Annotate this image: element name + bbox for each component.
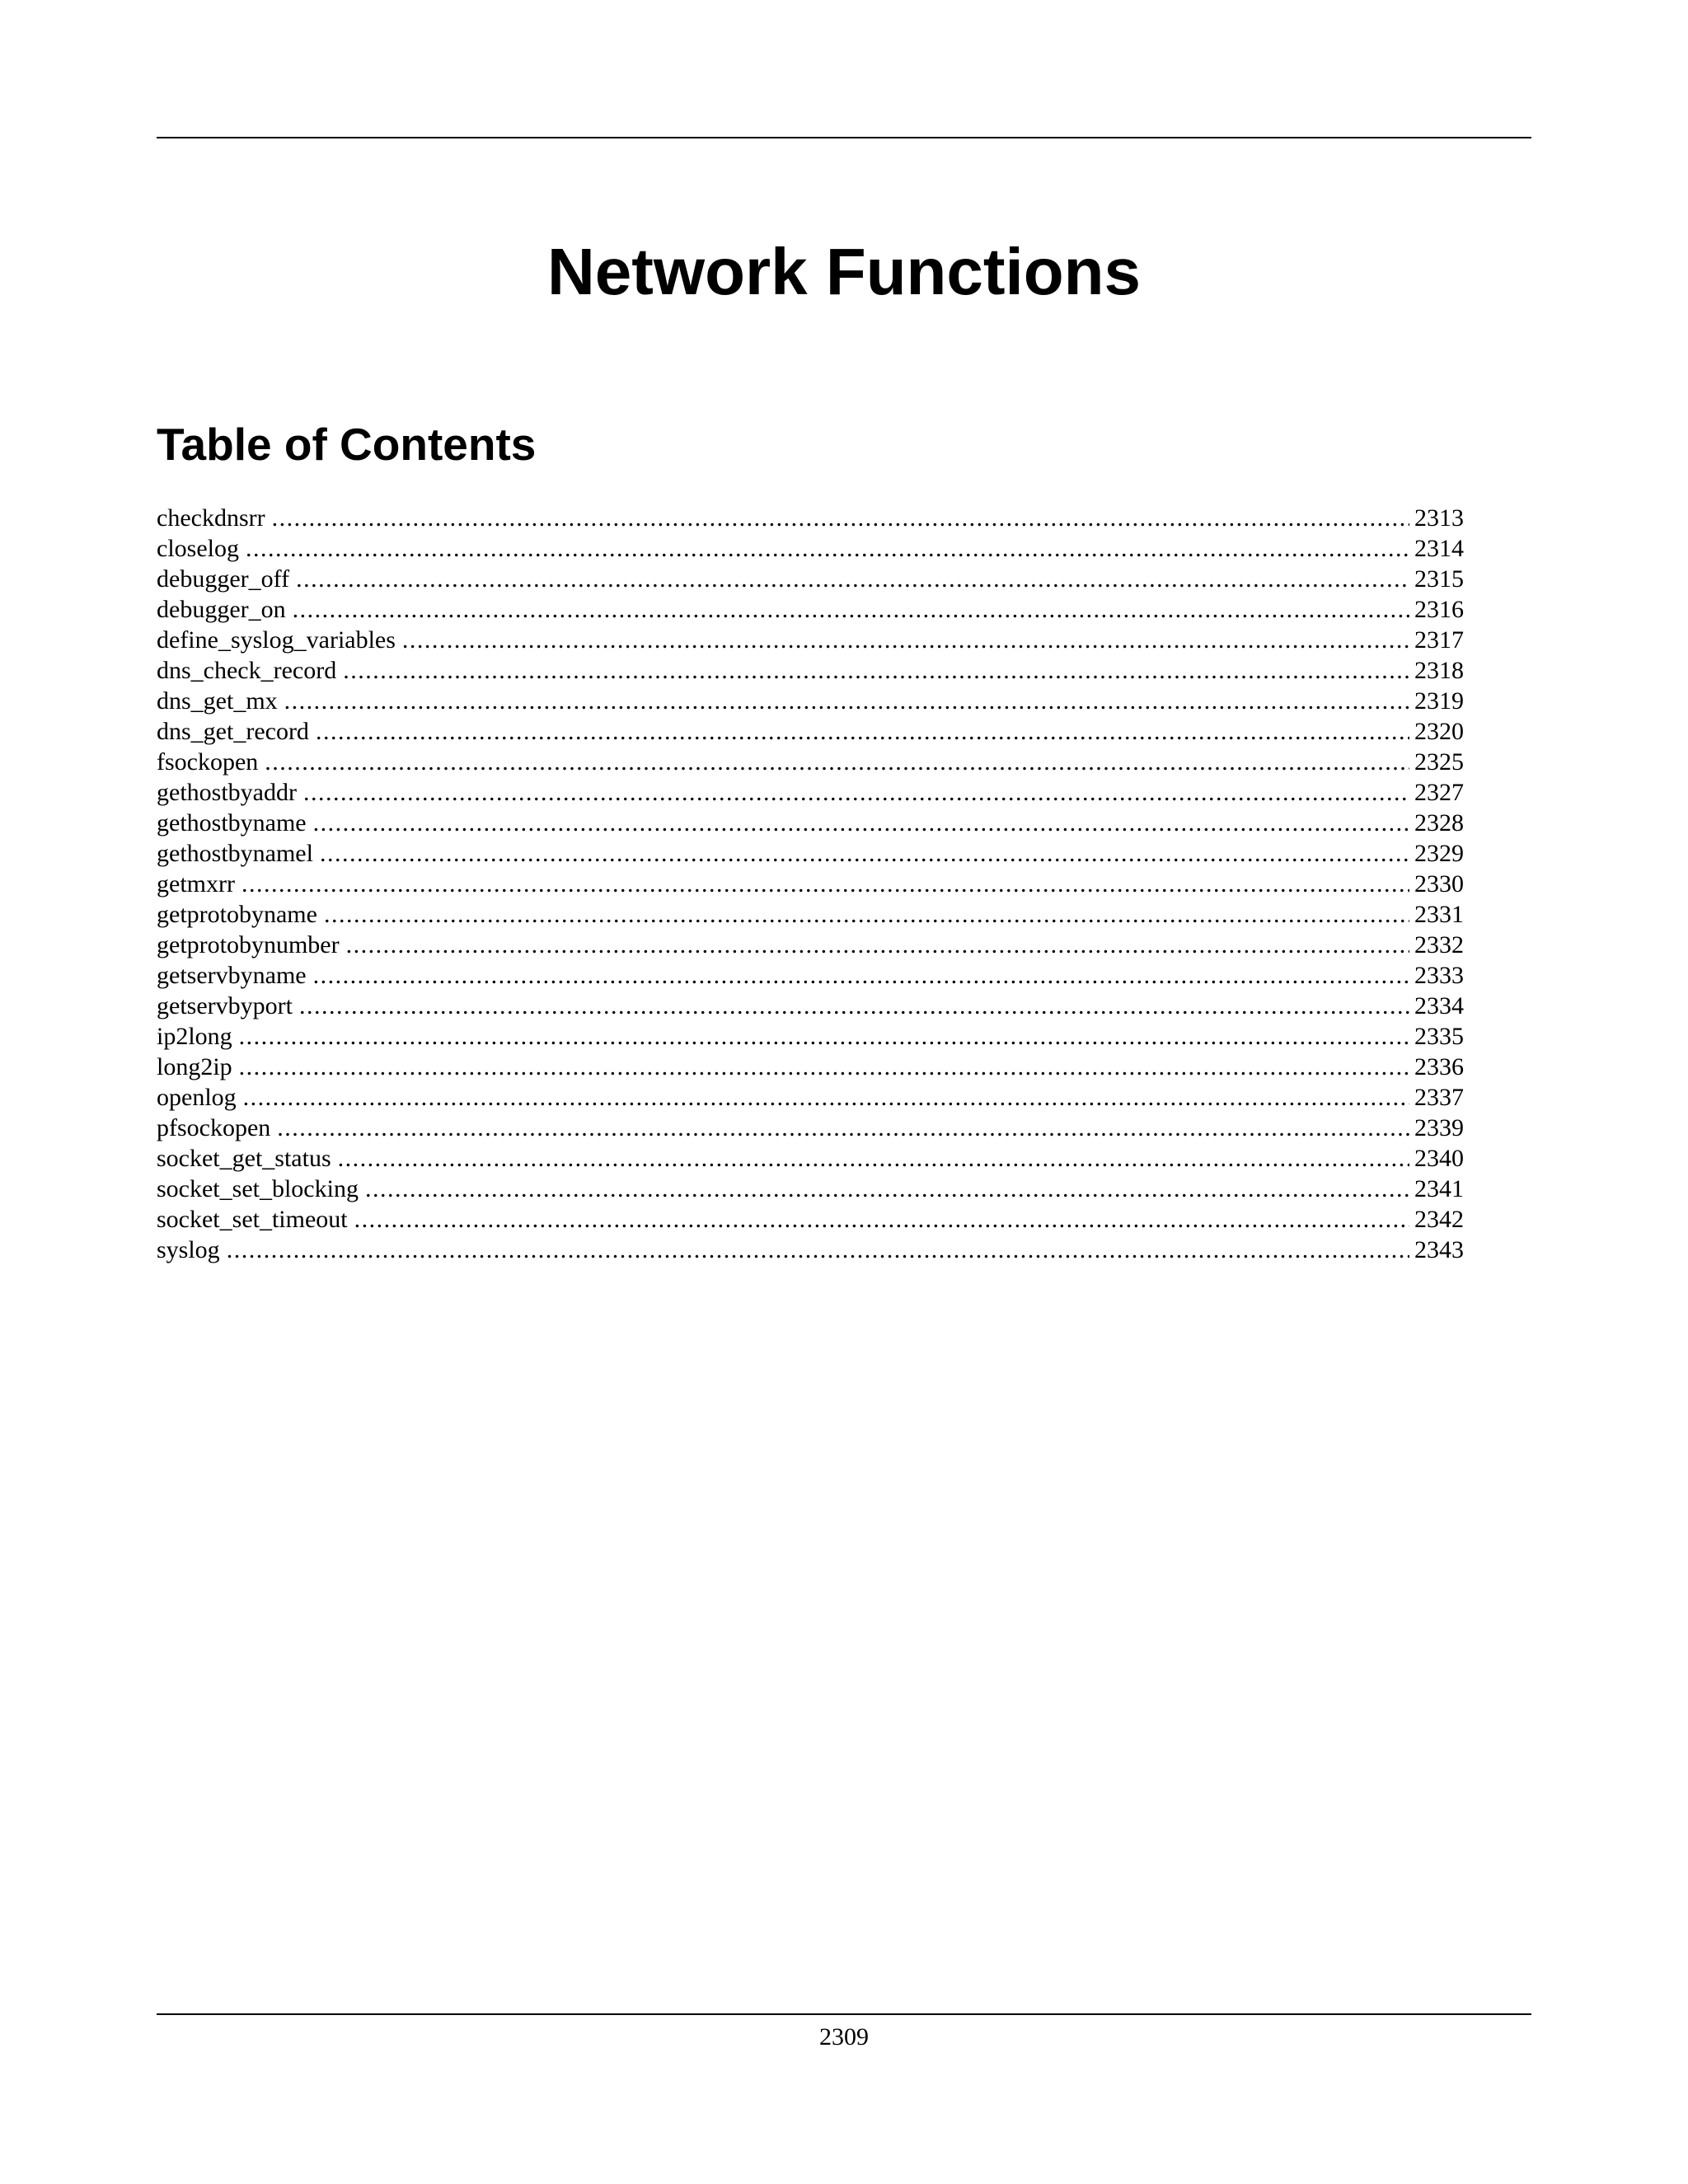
toc-entry[interactable] <box>157 777 1464 808</box>
toc-entry-name: pfsockopen <box>157 1114 271 1141</box>
toc-entry-name: socket_set_timeout <box>157 1206 348 1233</box>
toc-entry[interactable] <box>157 838 1464 869</box>
toc-entry-name: gethostbynamel <box>157 840 313 867</box>
toc-entry-page: 2339 <box>1414 1114 1464 1141</box>
toc-entry-page: 2315 <box>1414 565 1464 593</box>
toc-entry-name: syslog <box>157 1236 220 1263</box>
toc-entry-name: socket_get_status <box>157 1145 331 1172</box>
toc-entry-name: getprotobyname <box>157 901 317 928</box>
toc-entry-page: 2316 <box>1414 596 1464 623</box>
toc-entry-name: dns_get_record <box>157 718 309 745</box>
toc-entry-name: getservbyname <box>157 962 307 989</box>
toc-entry-name: getmxrr <box>157 870 235 898</box>
toc-entry-name: socket_set_blocking <box>157 1175 359 1202</box>
toc-entry-page: 2343 <box>1414 1236 1464 1263</box>
toc-entry[interactable] <box>157 1235 1464 1265</box>
toc-entry-page: 2331 <box>1414 901 1464 928</box>
toc-entry-name: dns_get_mx <box>157 687 278 715</box>
toc-entry-page: 2318 <box>1414 657 1464 684</box>
toc-entry[interactable] <box>157 1082 1464 1113</box>
toc-entry-name: gethostbyname <box>157 809 307 837</box>
toc-entry-page: 2329 <box>1414 840 1464 867</box>
toc-entry[interactable] <box>157 503 1464 533</box>
dot-leader <box>227 1235 1409 1265</box>
toc-entry-name: debugger_on <box>157 596 286 623</box>
dot-leader <box>265 747 1409 777</box>
toc-entry[interactable] <box>157 869 1464 899</box>
toc-entry-page: 2337 <box>1414 1084 1464 1111</box>
toc-entry-page: 2333 <box>1414 962 1464 989</box>
toc-entry-page: 2332 <box>1414 931 1464 958</box>
toc-entry-name: getprotobynumber <box>157 931 340 958</box>
toc-entry-page: 2325 <box>1414 748 1464 776</box>
toc-entry-name: ip2long <box>157 1023 232 1050</box>
header-rule <box>157 137 1531 138</box>
toc-entry-page: 2314 <box>1414 535 1464 562</box>
dot-leader <box>365 1174 1409 1204</box>
toc-entry-name: dns_check_record <box>157 657 337 684</box>
toc-entry[interactable] <box>157 564 1464 594</box>
dot-leader <box>324 899 1409 930</box>
toc-entry[interactable] <box>157 1204 1464 1235</box>
toc-entry[interactable] <box>157 716 1464 747</box>
footer-rule <box>157 2013 1531 2015</box>
toc-entry[interactable] <box>157 1174 1464 1204</box>
toc-entry-name: fsockopen <box>157 748 259 776</box>
toc-entry[interactable] <box>157 899 1464 930</box>
toc-entry-page: 2320 <box>1414 718 1464 745</box>
toc-entry-name: checkdnsrr <box>157 504 265 532</box>
toc-entry-name: openlog <box>157 1084 237 1111</box>
toc-entry-page: 2341 <box>1414 1175 1464 1202</box>
toc-entry-name: gethostbyaddr <box>157 779 297 806</box>
toc-entry-name: debugger_off <box>157 565 290 593</box>
toc-entry[interactable] <box>157 533 1464 564</box>
toc-entry[interactable] <box>157 991 1464 1021</box>
toc-entry-name: getservbyport <box>157 992 293 1019</box>
toc-entry-name: closelog <box>157 535 239 562</box>
dot-leader <box>243 1082 1409 1113</box>
toc-entry-page: 2327 <box>1414 779 1464 806</box>
toc-entry-page: 2313 <box>1414 504 1464 532</box>
toc-entry-page: 2330 <box>1414 870 1464 898</box>
dot-leader <box>296 564 1409 594</box>
toc-entry[interactable] <box>157 930 1464 960</box>
toc-entry[interactable] <box>157 808 1464 838</box>
toc-entry[interactable] <box>157 747 1464 777</box>
toc-entry[interactable] <box>157 1021 1464 1052</box>
dot-leader <box>299 991 1409 1021</box>
toc-entry-page: 2317 <box>1414 626 1464 654</box>
chapter-title: Network Functions <box>546 235 1142 308</box>
dot-leader <box>277 1113 1409 1143</box>
toc-entry-page: 2340 <box>1414 1145 1464 1172</box>
toc-entry-page: 2328 <box>1414 809 1464 837</box>
toc-entry-page: 2319 <box>1414 687 1464 715</box>
dot-leader <box>316 716 1409 747</box>
toc-entry-page: 2342 <box>1414 1206 1464 1233</box>
dot-leader <box>246 533 1409 564</box>
toc-entry[interactable] <box>157 960 1464 991</box>
page-number: 2309 <box>819 2023 869 2050</box>
dot-leader <box>239 1052 1409 1082</box>
dot-leader <box>354 1204 1409 1235</box>
dot-leader <box>241 869 1409 899</box>
dot-leader <box>338 1143 1409 1174</box>
toc-entry[interactable] <box>157 594 1464 625</box>
toc-heading: Table of Contents <box>157 419 537 470</box>
dot-leader <box>343 655 1409 686</box>
toc-entry-page: 2334 <box>1414 992 1464 1019</box>
toc-entry[interactable] <box>157 1052 1464 1082</box>
toc-entry-name: define_syslog_variables <box>157 626 396 654</box>
dot-leader <box>272 503 1409 533</box>
toc-entry-name: long2ip <box>157 1053 232 1080</box>
dot-leader <box>303 777 1409 808</box>
dot-leader <box>402 625 1409 655</box>
dot-leader <box>346 930 1409 960</box>
dot-leader <box>284 686 1409 716</box>
toc-entry-page: 2335 <box>1414 1023 1464 1050</box>
toc-entry[interactable] <box>157 625 1464 655</box>
toc-entry[interactable] <box>157 655 1464 686</box>
dot-leader <box>293 594 1409 625</box>
dot-leader <box>313 808 1409 838</box>
dot-leader <box>320 838 1409 869</box>
toc-entry-page: 2336 <box>1414 1053 1464 1080</box>
toc-entry[interactable] <box>157 1143 1464 1174</box>
dot-leader <box>313 960 1409 991</box>
table-of-contents <box>157 503 1464 1265</box>
dot-leader <box>239 1021 1409 1052</box>
toc-entry[interactable] <box>157 1113 1464 1143</box>
toc-entry[interactable] <box>157 686 1464 716</box>
